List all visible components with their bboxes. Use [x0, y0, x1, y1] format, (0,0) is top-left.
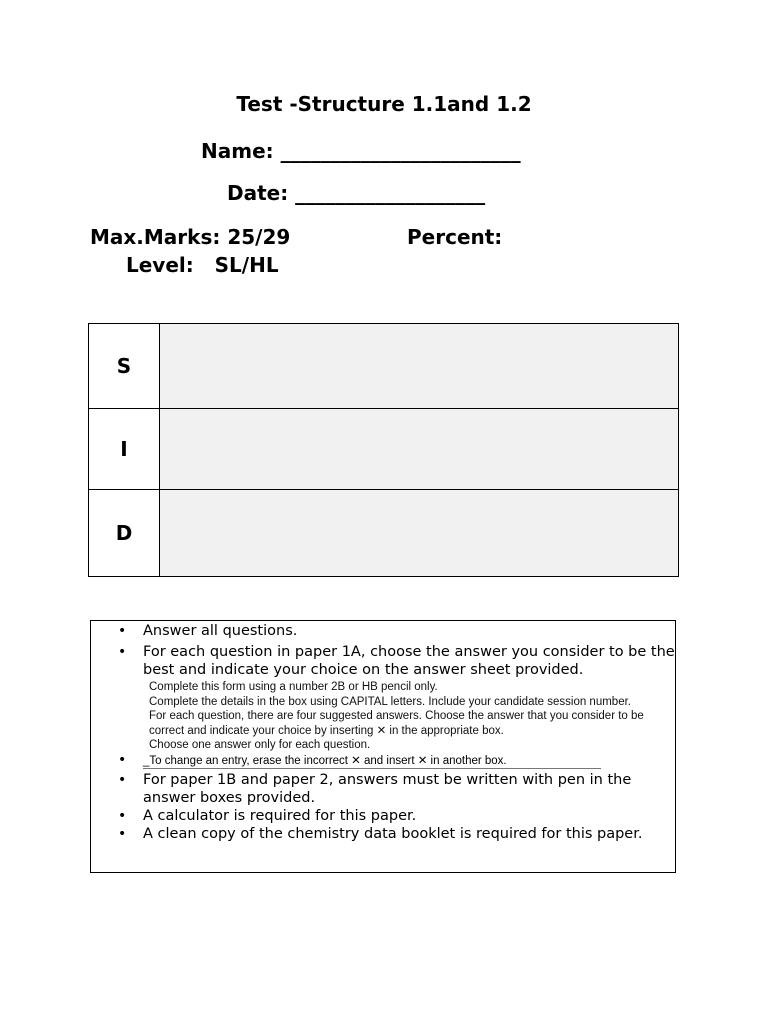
sid-content-cell [160, 490, 679, 577]
name-field-label: Name: ________________________ [201, 139, 521, 163]
sid-row-d [89, 490, 679, 577]
answer-sheet-instructions [91, 680, 675, 753]
instruction-text: Answer all questions. [143, 623, 298, 639]
bullet-icon: • [118, 623, 127, 639]
sid-letter: D [89, 490, 160, 577]
instruction-text: A clean copy of the chemistry data booklet is required for this paper. [143, 825, 643, 842]
instruction-text: For paper 1B and paper 2, answers must be written with pen in the answer boxes provided. [143, 771, 632, 806]
percent-label: Percent: [407, 225, 503, 249]
sub-instruction: Complete this form using a number 2B or HB pencil only. [149, 681, 438, 693]
sub-instruction: Complete the details in the box using CAPITAL letters. Include your candidate session number. [149, 695, 631, 708]
sid-letter: S [89, 324, 160, 409]
sub-instruction: For each question, there are four suggested answers. Choose the answer that you consider to be correct and indicate your choice by inserting ✕ in the appropriate box. [149, 710, 644, 737]
sid-row-i [89, 409, 679, 490]
list-item [91, 825, 675, 843]
bullet-icon: • [118, 644, 127, 660]
instructions-box [90, 620, 676, 873]
level-label: Level: SL/HL [126, 253, 279, 277]
list-item [91, 807, 675, 825]
change-entry-text: _To change an entry, erase the incorrect ✕ and insert ✕ in another box. [143, 754, 601, 769]
max-marks-label: Max.Marks: 25/29 [90, 225, 291, 249]
date-field-label: Date: ___________________ [227, 181, 486, 205]
sid-letter: I [89, 409, 160, 490]
bullet-icon: • [118, 807, 127, 824]
instruction-text: For each question in paper 1A, choose the answer you consider to be the best and indicate your choice on the answer sheet provided. [143, 644, 675, 678]
list-item [91, 643, 675, 679]
sid-content-cell [160, 409, 679, 490]
list-item [91, 622, 675, 640]
sid-content-cell [160, 324, 679, 409]
sid-table [88, 323, 679, 577]
bullet-icon: • [118, 751, 127, 768]
instructions-list [91, 753, 675, 843]
bullet-icon: • [118, 771, 127, 788]
list-item [91, 753, 675, 769]
list-item [91, 771, 675, 807]
page-title: Test -Structure 1.1and 1.2 [236, 92, 532, 116]
sub-instruction: Choose one answer only for each question. [149, 739, 371, 751]
instructions-list [91, 622, 675, 679]
bullet-icon: • [118, 825, 127, 842]
sid-row-s [89, 324, 679, 409]
instruction-text: A calculator is required for this paper. [143, 807, 417, 824]
